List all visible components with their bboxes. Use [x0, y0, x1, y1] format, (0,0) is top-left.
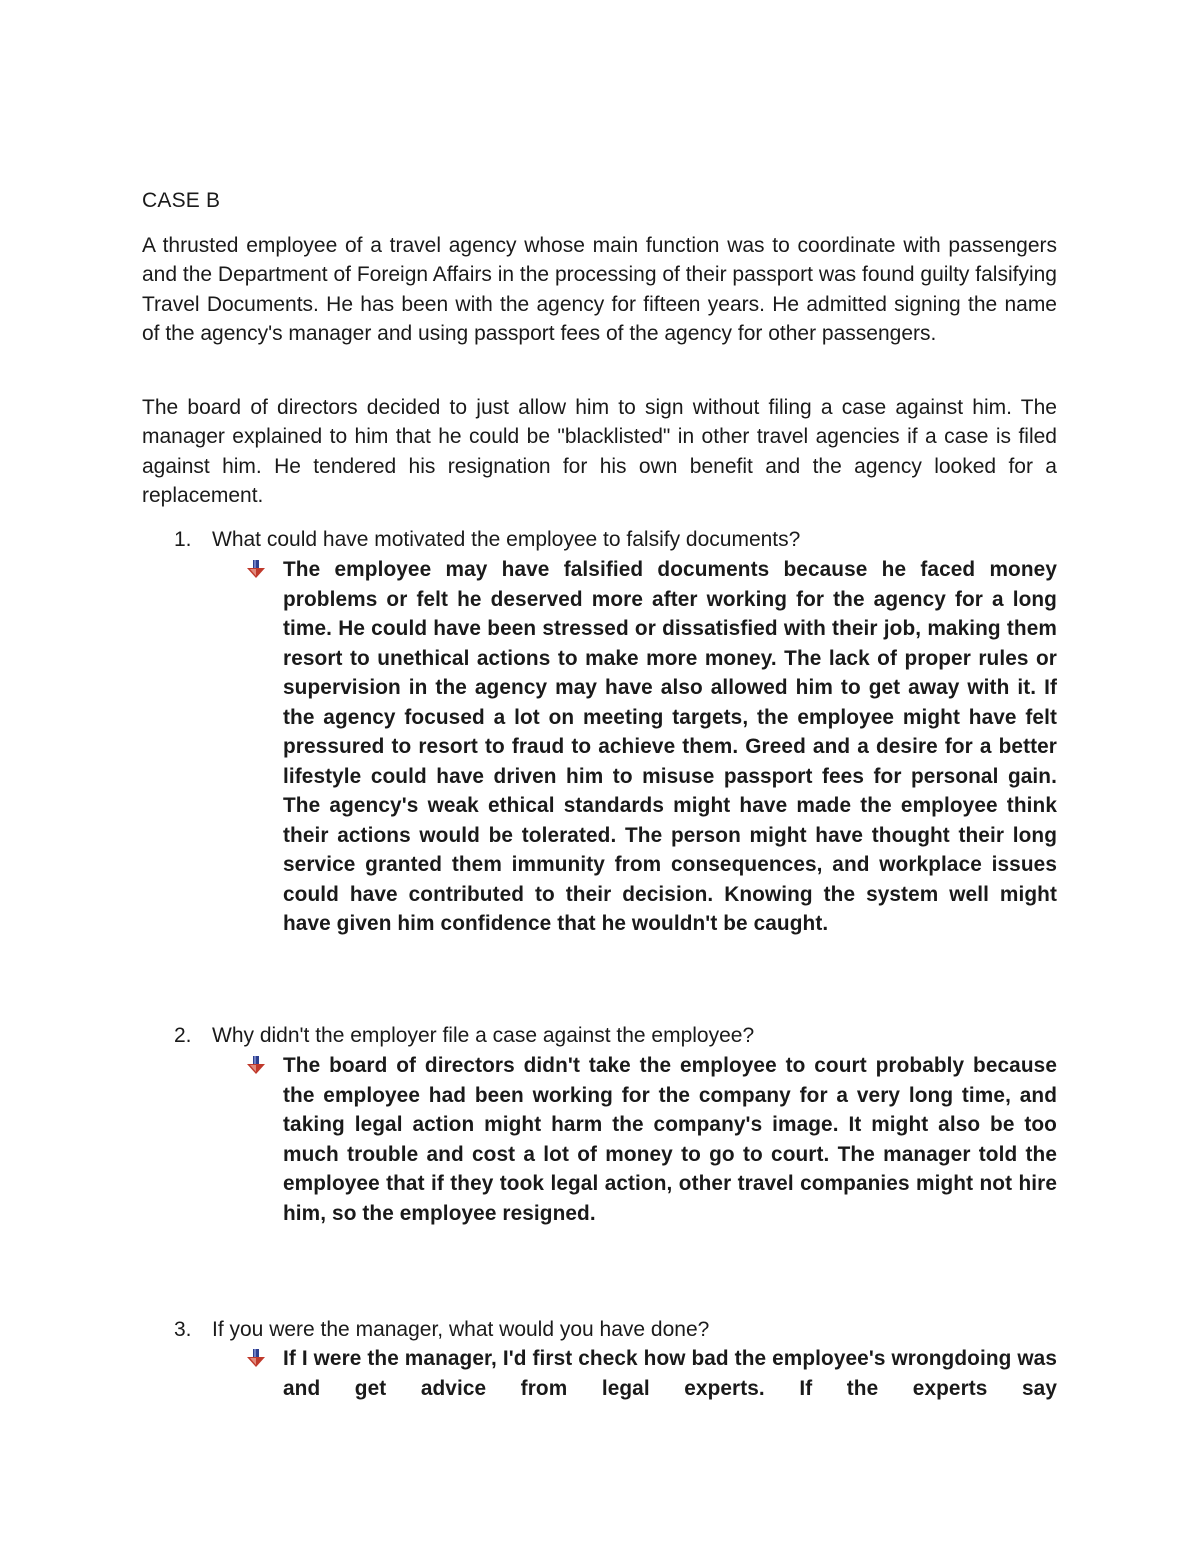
case-paragraph-2: The board of directors decided to just allow him to sign without filing a case against him. The manager explained to him that he could be "blacklisted" in other travel agencies if a case is filed against him. He tendered his resignation for his own benefit and the agency looked for a replacement.	[142, 396, 1057, 508]
answer-1: The employee may have falsified documents because he faced money problems or felt he deserved more after working for the agency for a long time. He could have been stressed or dissatisfied with their job, making them resort to unethical actions to make more money. The lack of proper rules or supervision in the agency may have also allowed him to get away with it. If the agency focused a lot on meeting targets, the employee might have felt pressured to resort to fraud to achieve them. Greed and a desire for a better lifestyle could have driven him to misuse passport fees for personal gain. The agency's weak ethical standards might have made the employee think their actions would be tolerated. The person might have thought their long service granted them immunity from consequences, and workplace issues could have contributed to their decision. Knowing the system well might have given him confidence that he wouldn't be caught.	[283, 558, 1057, 935]
down-arrow-bullet-icon	[246, 1055, 266, 1075]
case-title: CASE B	[142, 189, 221, 212]
case-paragraph-1: A thrusted employee of a travel agency whose main function was to coordinate with passengers and the Department of Foreign Affairs in the processing of their passport was found guilty falsifying Travel Documents. He has been with the agency for fifteen years. He admitted signing the name of the agency's manager and using passport fees of the agency for other passengers.	[142, 234, 1057, 346]
question-number: 2.	[174, 1024, 192, 1047]
question-1	[174, 525, 1054, 554]
down-arrow-bullet-icon	[246, 1348, 266, 1368]
question-text: Why didn't the employer file a case against the employee?	[212, 1024, 755, 1047]
question-number: 3.	[174, 1318, 192, 1341]
question-number: 1.	[174, 528, 192, 551]
down-arrow-bullet-icon	[246, 559, 266, 579]
question-2	[174, 1021, 1054, 1050]
answer-2: The board of directors didn't take the employee to court probably because the employee had been working for the company for a very long time, and taking legal action might harm the company's image. It might also be too much trouble and cost a lot of money to go to court. The manager told the employee that if they took legal action, other travel companies might not hire him, so the employee resigned.	[283, 1054, 1057, 1225]
question-3	[174, 1315, 1054, 1344]
question-text: What could have motivated the employee to falsify documents?	[212, 528, 801, 551]
answer-3: If I were the manager, I'd first check how bad the employee's wrongdoing was and get advice from legal experts. If the experts say	[283, 1347, 1057, 1400]
question-text: If you were the manager, what would you have done?	[212, 1318, 710, 1341]
